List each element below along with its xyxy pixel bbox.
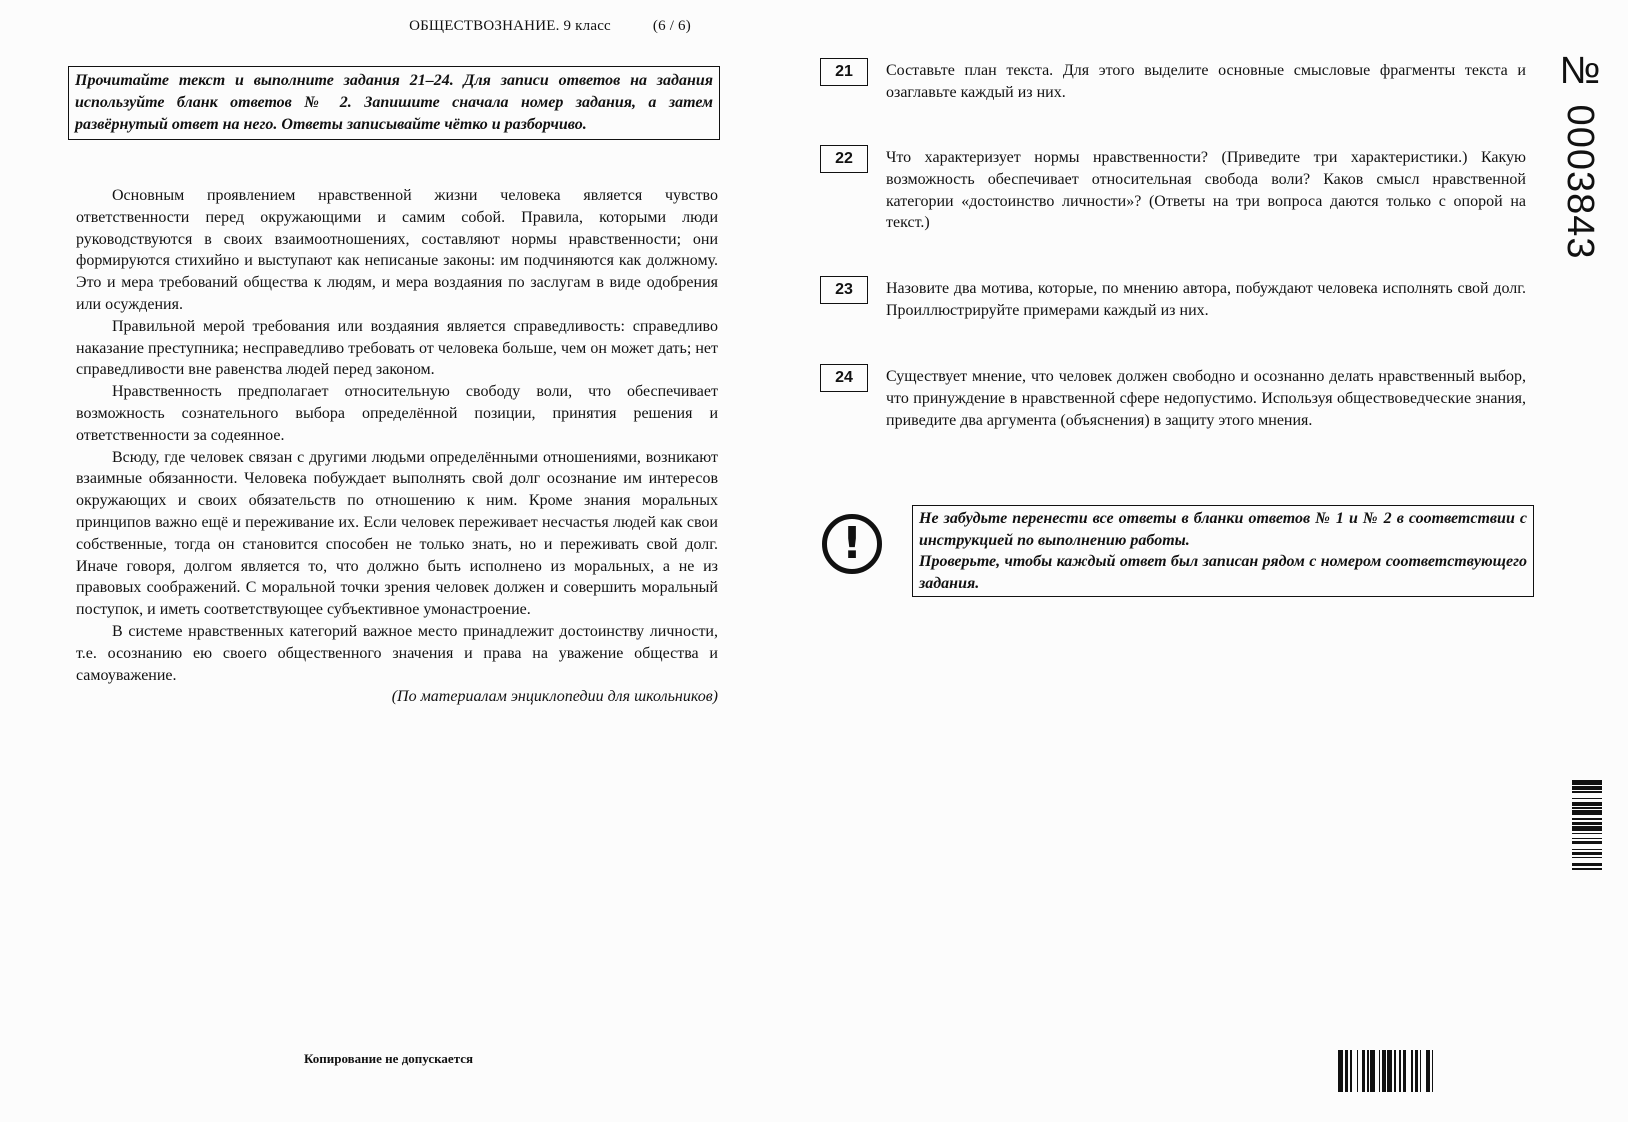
text-paragraph: Правильной мерой требования или воздаяния является справедливость: справедливо наказание преступника; несправедливо требовать от человека больше, чем он может дать; нет справедливости вне равенства людей перед законом. bbox=[76, 317, 718, 379]
barcode-bar bbox=[1403, 1050, 1406, 1092]
vertical-barcode-icon bbox=[1572, 780, 1602, 970]
barcode-bar bbox=[1572, 822, 1602, 825]
barcode-bar bbox=[1572, 798, 1602, 800]
text-paragraph: В системе нравственных категорий важное место принадлежит достоинству личности, т.е. осознанию ею своего общественного значения и права на уважение общества и самоуважение. bbox=[76, 622, 718, 684]
barcode-bar bbox=[1426, 1050, 1429, 1092]
task-number: 24 bbox=[820, 364, 868, 392]
barcode-bar bbox=[1572, 791, 1602, 793]
reminder-line: Проверьте, чтобы каждый ответ был записан рядом с номером соответствующего задания. bbox=[919, 553, 1527, 592]
barcode-bar bbox=[1411, 1050, 1413, 1092]
barcode-bar bbox=[1387, 1050, 1392, 1092]
exclamation-circle-icon: ! bbox=[822, 514, 882, 574]
task-number: 23 bbox=[820, 276, 868, 304]
barcode-bar bbox=[1379, 1050, 1381, 1092]
barcode-bar bbox=[1350, 1050, 1352, 1092]
barcode-bar bbox=[1432, 1050, 1434, 1092]
barcode-bar bbox=[1572, 852, 1602, 855]
task-number: 21 bbox=[820, 58, 868, 86]
barcode-bar bbox=[1572, 833, 1602, 835]
subject-title: ОБЩЕСТВОЗНАНИЕ. 9 класс bbox=[409, 18, 611, 34]
barcode-bar bbox=[1338, 1050, 1343, 1092]
document-number: № 0003843 bbox=[1559, 50, 1601, 260]
barcode-bar bbox=[1362, 1050, 1365, 1092]
barcode-bar bbox=[1415, 1050, 1418, 1092]
barcode-bar bbox=[1420, 1050, 1422, 1092]
copy-notice: Копирование не допускается bbox=[304, 1051, 474, 1066]
barcode-bar bbox=[1357, 1050, 1359, 1092]
barcode-bar bbox=[1572, 780, 1602, 785]
instruction-box: Прочитайте текст и выполните задания 21–24. Для записи ответов на задания используйте бланк ответов № 2. Запишите сначала номер задания, а затем развёрнутый ответ на него. Ответы записывайте чётко и разборчиво. bbox=[68, 66, 720, 140]
page-number: (6 / 6) bbox=[652, 18, 691, 34]
task-text: Составьте план текста. Для этого выделите основные смысловые фрагменты текста и озаглавьте каждый из них. bbox=[886, 62, 1526, 101]
task-text: Что характеризует нормы нравственности? (Приведите три характеристики.) Какую возможность обеспечивает относительная свобода воли? Каков смысл нравственной категории «достоинство личности»? (Ответы на три вопроса даются только с опорой на текст.) bbox=[886, 149, 1526, 232]
text-paragraph: Основным проявлением нравственной жизни человека является чувство ответственности перед окружающими и самим собой. Правила, которыми люди руководствуются в своих взаимоотношениях, составляют нормы нравственности; они формируются стихийно и выступают как неписаные законы: им подчиняются как должному. Это и мера требований общества к людям, и мера воздаяния по заслугам в виде одобрения или осуждения. bbox=[76, 187, 718, 313]
task-number: 22 bbox=[820, 145, 868, 173]
barcode-bar bbox=[1370, 1050, 1375, 1092]
text-paragraph: Всюду, где человек связан с другими людьми определёнными отношениями, возникают взаимные обязанности. Человека побуждает выполнять свой долг осознание им интересов окружающих и своих обязательств по отношению к ним. Кроме знания моральных принципов важно ещё и переживание их. Если человек переживает несчастья людей как свои собственные, тогда он становится способен не только знать, но и переживать свой долг. Иначе говоря, долгом является то, что должно быть исполнено из моральных, а не из правовых соображений. С моральной точки зрения человек должен и совершить моральный поступок, и иметь соответствующее субъективное умонастроение. bbox=[76, 448, 718, 619]
barcode-bar bbox=[1394, 1050, 1396, 1092]
barcode-bar bbox=[1572, 863, 1602, 866]
reminder-box bbox=[912, 505, 1534, 597]
barcode-bar bbox=[1572, 857, 1602, 859]
barcode-bar bbox=[1572, 826, 1602, 831]
barcode-bar bbox=[1399, 1050, 1401, 1092]
text-paragraph: Нравственность предполагает относительную свободу воли, что обеспечивает возможность сознательного выбора определённой позиции, принятия решения и ответственности за содеянное. bbox=[76, 383, 718, 444]
task-text: Назовите два мотива, которые, по мнению автора, побуждают человека исполнять свой долг. Проиллюстрируйте примерами каждый из них. bbox=[886, 280, 1526, 319]
barcode-bar bbox=[1367, 1050, 1369, 1092]
barcode-bar bbox=[1572, 849, 1602, 851]
text-source: (По материалам энциклопедии для школьников) bbox=[391, 688, 718, 706]
barcode-bar bbox=[1572, 818, 1602, 820]
horizontal-barcode-icon bbox=[1338, 1050, 1528, 1092]
page-header bbox=[380, 18, 720, 35]
reminder-line: Не забудьте перенести все ответы в бланки ответов № 1 и № 2 в соответствии с инструкцией по выполнению работы. bbox=[919, 510, 1527, 549]
barcode-bar bbox=[1572, 807, 1602, 809]
reading-text bbox=[76, 185, 718, 708]
barcode-bar bbox=[1572, 810, 1602, 815]
barcode-bar bbox=[1572, 838, 1602, 840]
barcode-bar bbox=[1572, 868, 1602, 870]
barcode-bar bbox=[1345, 1050, 1348, 1092]
barcode-bar bbox=[1382, 1050, 1385, 1092]
barcode-bar bbox=[1572, 841, 1602, 844]
task-text: Существует мнение, что человек должен свободно и осознанно делать нравственный выбор, что принуждение в нравственной сфере недопустимо. Используя обществоведческие знания, приведите два аргумента (объяснения) в защиту этого мнения. bbox=[886, 368, 1526, 429]
barcode-bar bbox=[1572, 802, 1602, 805]
barcode-bar bbox=[1572, 786, 1602, 789]
